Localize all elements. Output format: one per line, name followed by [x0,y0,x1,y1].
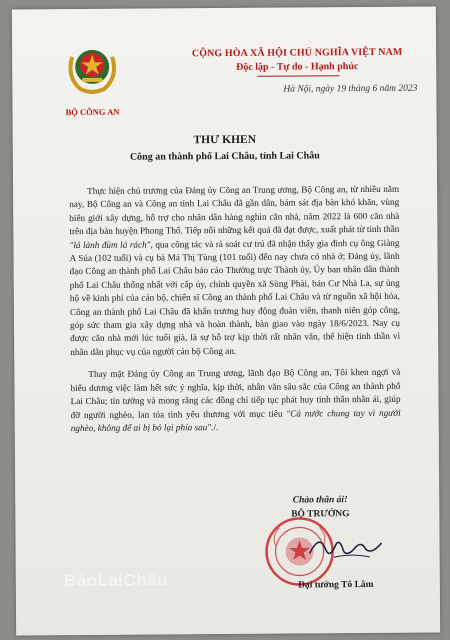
paragraph-1-rest: , qua công tác và rà soát cư trú đã nhận thấy gia đình cụ ông Giàng A Súa (102 tuổi) và cụ bà Má Thị Tùng (101 tuổi) đến nay chưa có nhà ở; Đảng ủy, lãnh đạo Công an thành phố Lai Châu báo cáo Thường trực Thành ủy, Ủy ban nhân dân thành phố Lai Châu thống nhất với cấp ủy, chính quyền xã Sùng Phài, bản Cư Nhà La, sự ủng hộ về kinh phí của cán bộ, chiến sĩ Công an thành phố Lai Châu và từ nguồn xã hội hóa, Công an thành phố Lai Châu đã khẩn trương huy động đoàn viên, thanh niên góp công, góp sức tham gia xây dựng nhà và hoàn thành, bàn giao vào ngày 18/6/2023. Nay cụ được căn nhà mới lúc tuổi già, là sự hỗ trợ kịp thời rất nhân văn, thể hiện tinh thần vì nhân dân phục vụ của người cán bộ Công an. [69,237,401,357]
letter-recipient: Công an thành phố Lai Châu, tỉnh Lai Châu [129,150,320,163]
issue-date: Hà Nội, ngày 19 tháng 6 năm 2023 [283,83,418,95]
nation-name: CỘNG HÒA XÃ HỘI CHỦ NGHĨA VIỆT NAM [191,46,403,60]
source-watermark: BáoLaiChâu [63,570,169,591]
paragraph-2 [70,366,400,435]
handwritten-signature [305,527,385,568]
signer-title: BỘ TRƯỞNG [291,509,350,520]
national-motto: Độc lập - Tự do - Hạnh phúc [236,61,359,73]
letter-title: THƯ KHEN [193,133,257,147]
paragraph-1 [69,183,400,360]
signer-name: Đại tướng Tô Lâm [298,579,374,591]
paragraph-1-text: Thực hiện chủ trương của Đảng ủy Công an Trung ương, Bộ Công an, từ nhiều năm nay, Bộ Công an và Công an tỉnh Lai Châu đã gần dân, bám sát địa bàn khó khăn, vùng biên giới xây dựng, hỗ trợ cho nhân dân hàng nghìn căn nhà, năm 2022 là 600 căn nhà trên địa bàn huyện Phong Thổ. Tiếp nối những kết quả đã đạt được, xuất phát từ tinh thần [69,183,400,237]
paragraph-2-quote: "Cả nước chung tay vì người nghèo, không để ai bị bỏ lại phía sau" [70,407,401,433]
letter-document [12,7,440,636]
paragraph-1-quote: "lá lành đùm lá rách" [69,239,151,250]
paragraph-2-text: Thay mặt Đảng ủy Công an Trung ương, lãnh đạo Bộ Công an, Tôi khen ngợi và biểu dương việc làm hết sức ý nghĩa, kịp thời, nhân văn sâu sắc của Công an thành phố Lai Châu; tin tưởng và mong rằng các đồng chí tiếp tục phát huy tinh thần nhân ái, giúp đỡ người nghèo, lan tỏa tình yêu thương với mục tiêu [70,367,401,420]
issuing-agency: BỘ CÔNG AN [65,106,120,118]
police-emblem-icon [62,37,122,97]
letter-body [69,183,401,445]
motto-underline [257,75,339,77]
closing-greeting: Chào thân ái! [292,495,348,506]
paragraph-2-end: ./. [211,421,219,433]
